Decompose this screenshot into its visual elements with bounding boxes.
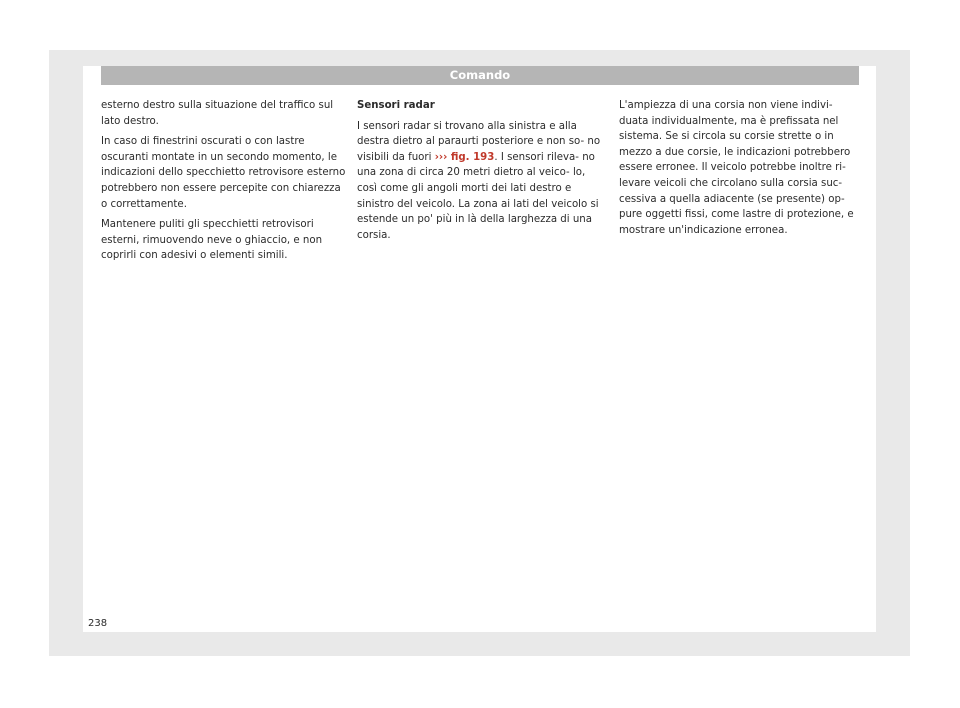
section-heading-radar: Sensori radar	[357, 100, 435, 111]
paragraph-mirror-right: esterno destro sulla situazione del traffico sul lato destro.	[101, 100, 334, 127]
page-number: 238	[88, 618, 108, 629]
section-header: Comando	[101, 66, 859, 85]
column-right	[619, 98, 864, 243]
radar-text-after: . I sensori rileva- no una zona di circa 20 metri dietro al veico- lo, così come gli angoli morti dei lati destro e sinistro del veicolo. La zona ai lati del veicolo si estende un po' più in là della larghezza di una corsia.	[357, 151, 599, 241]
column-left	[101, 98, 346, 269]
paragraph-tinted-windows: In caso di finestrini oscurati o con lastre oscuranti montate in un secondo momento, le indicazioni dello specchietto retrovisore esterno potrebbero non essere percepite con chiarezza o correttamente.	[101, 136, 346, 210]
paragraph-clean-mirrors: Mantenere puliti gli specchietti retrovisori esterni, rimuovendo neve o ghiaccio, e non coprirli con adesivi o elementi simili.	[101, 219, 323, 262]
paragraph-radar-sensors	[357, 119, 602, 244]
paragraph-lane-width: L'ampiezza di una corsia non viene indivi- duata individualmente, ma è prefissata nel sistema. Se si circola su corsie strette o in mezzo a due corsie, le indicazioni potrebbero essere erronee. Il veicolo potrebbe inoltre ri- levare veicoli che circolano sulla corsia suc- cessiva a quella adiacente (se presente) op- pure oggetti fissi, come lastre di protezione, e mostrare un'indicazione erronea.	[619, 100, 854, 236]
figure-reference-link[interactable]: ››› fig. 193	[434, 151, 495, 163]
radar-text-before: I sensori radar si trovano alla sinistra e alla destra dietro al paraurti posteriore e non so- no visibili da fuori	[357, 120, 601, 163]
column-middle	[357, 98, 602, 248]
